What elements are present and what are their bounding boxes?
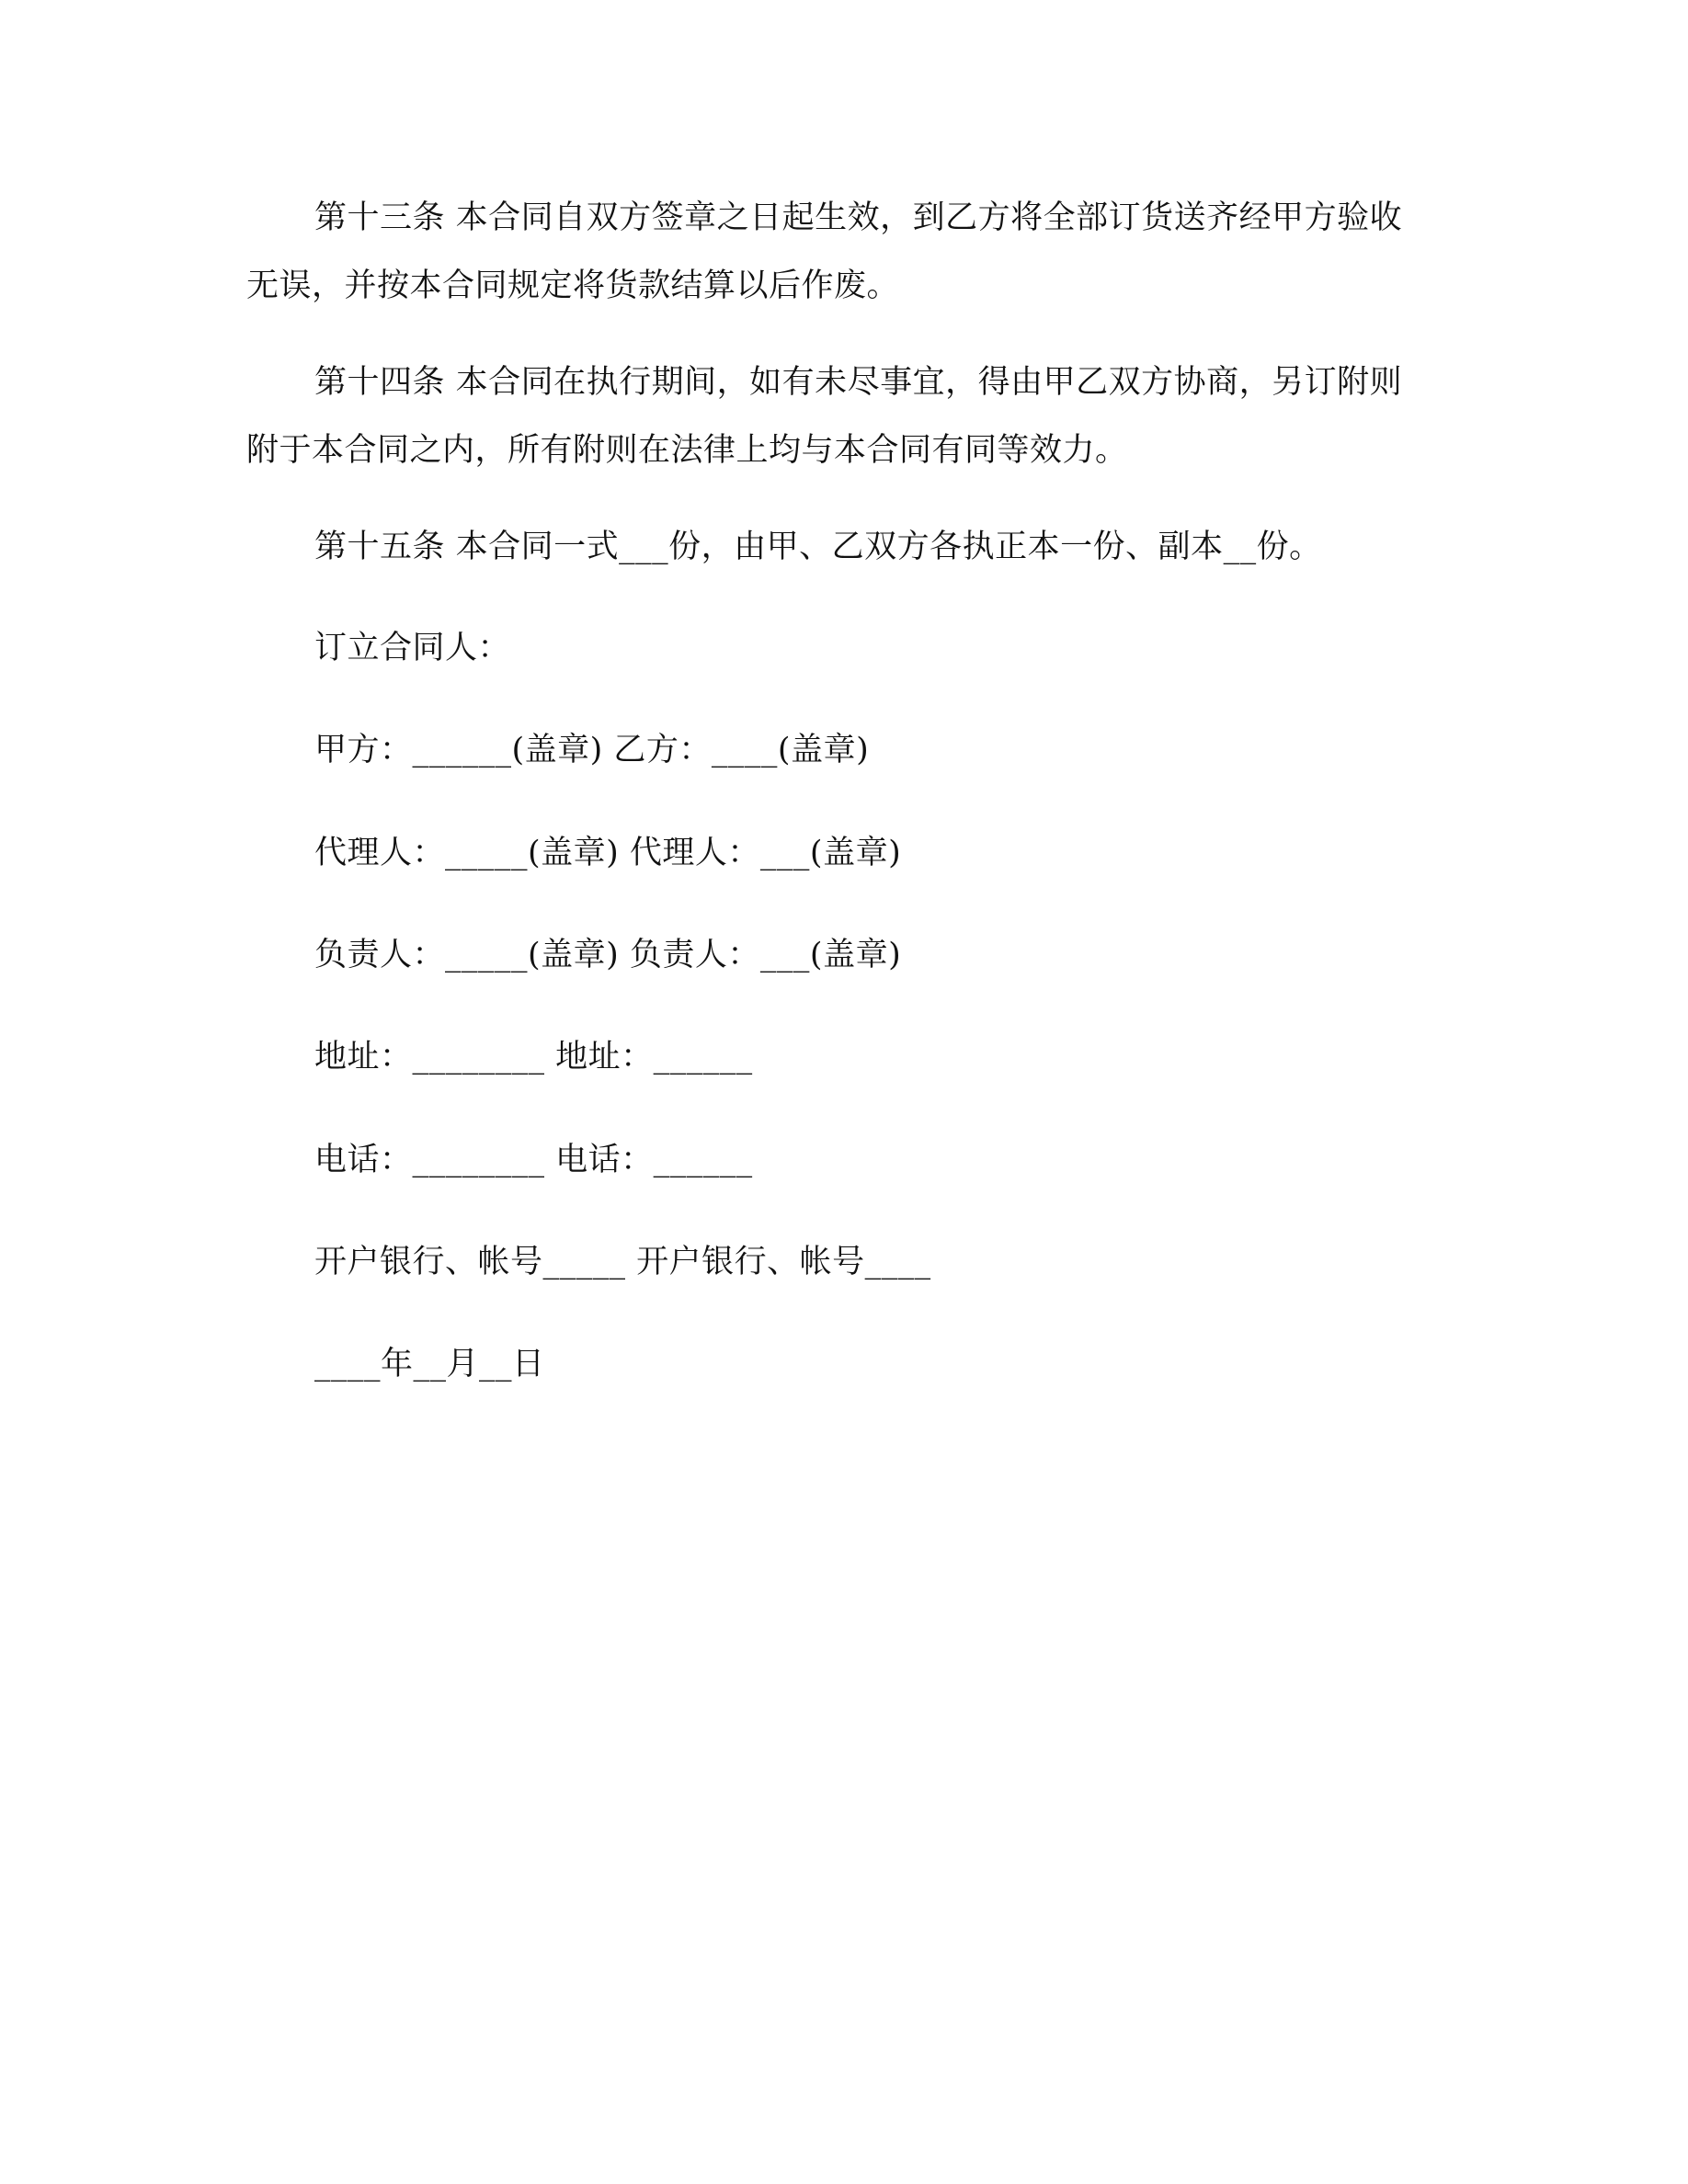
article-15: 第十五条 本合同一式___份，由甲、乙双方各执正本一份、副本__份。: [314, 529, 1322, 565]
phone-line: 电话：________ 电话：______: [314, 1142, 753, 1178]
party-line: 甲方：______(盖章) 乙方：____(盖章): [314, 732, 870, 768]
date-line: ____年__月__日: [314, 1346, 545, 1382]
bank-account-line: 开户银行、帐号_____ 开户银行、帐号____: [314, 1244, 931, 1280]
address-line: 地址：________ 地址：______: [314, 1039, 753, 1075]
article-13: 第十三条 本合同自双方签章之日起生效，到乙方将全部订货送齐经甲方验收无误，并按本合同规定将货款结算以后作废。: [246, 199, 1403, 304]
article-14: 第十四条 本合同在执行期间，如有未尽事宜，得由甲乙双方协商，另订附则附于本合同之内，所有附则在法律上均与本合同有同等效力。: [246, 364, 1403, 469]
agent-line: 代理人：_____(盖章) 代理人：___(盖章): [314, 835, 902, 871]
signatories-heading: 订立合同人：: [314, 630, 511, 666]
responsible-line: 负责人：_____(盖章) 负责人：___(盖章): [314, 937, 902, 973]
